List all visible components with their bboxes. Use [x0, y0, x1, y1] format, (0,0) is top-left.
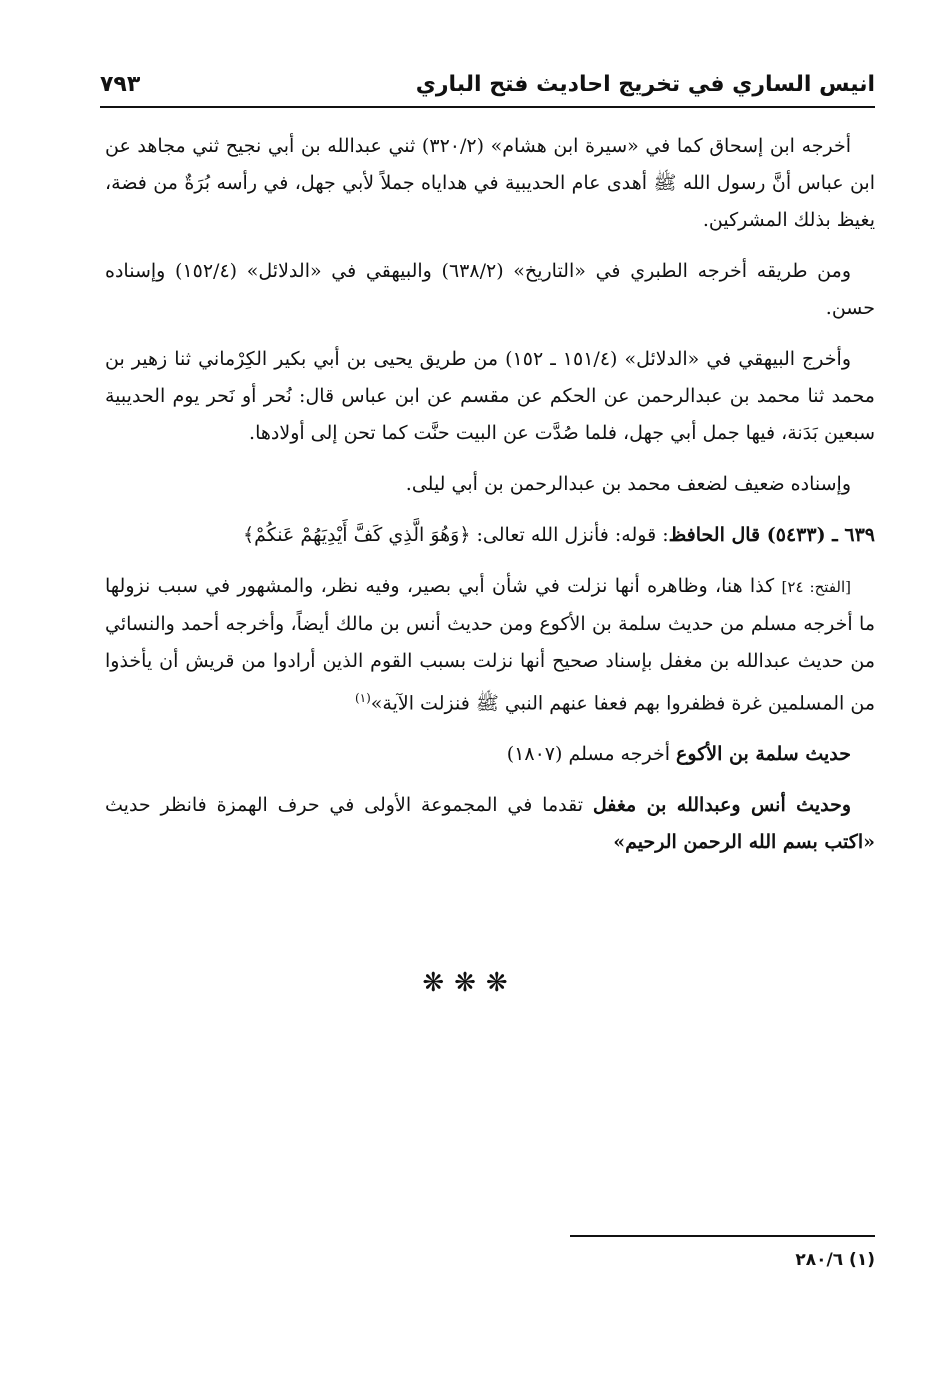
footnote-1: (١) ٢٨٠/٦	[795, 1250, 875, 1270]
fath-reference: [الفتح: ٢٤]	[781, 578, 851, 596]
salama-hadith-label: حديث سلمة بن الأكوع	[676, 743, 851, 766]
anas-hadith-text: تقدما في المجموعة الأولى في حرف الهمزة فانظر حديث	[105, 794, 593, 817]
footnote-divider	[570, 1235, 875, 1237]
paragraph-bayhaqi: وأخرج البيهقي في «الدلائل» (١٥١/٤ ـ ١٥٢) من طريق يحيى بن أبي بكير الكِرْماني ثنا زهير بن محمد ثنا محمد بن عبدالرحمن عن الحكم عن مقسم عن ابن عباس قال: نُحر أو نَحر يوم الحديبية سبعين بَدَنة، فيها جمل أبي جهل، فلما صُدَّت عن البيت حنَّت كما تحن إلى أولادها.	[105, 348, 875, 444]
footnote-marker: (١)	[354, 691, 371, 705]
paragraph-isnad-daif: وإسناده ضعيف لضعف محمد بن عبدالرحمن بن أبي ليلى.	[405, 473, 851, 495]
paragraph-ibn-ishaq: أخرجه ابن إسحاق كما في «سيرة ابن هشام» (٣٢٠/٢) ثني عبدالله بن أبي نجيح ثني مجاهد عن ابن عباس أنَّ رسول الله ﷺ أهدى عام الحديبية في هداياه جملاً لأبي جهل، في رأسه بُرَةٌ من فضة، يغيظ بذلك المشركين.	[105, 135, 875, 231]
hadith-number: ٦٣٩ ـ (٥٤٣٣) قال الحافظ	[668, 524, 875, 546]
hadith-quote: : قوله: فأنزل الله تعالى: ﴿وَهُوَ الَّذِي كَفَّ أَيْدِيَهُمْ عَنكُمْ﴾	[242, 524, 669, 546]
running-header	[100, 72, 875, 108]
basmala-hadith-title: «اكتب بسم الله الرحمن الرحيم»	[613, 831, 875, 854]
salama-hadith-text: أخرجه مسلم (١٨٠٧)	[506, 743, 677, 766]
book-title: انيس الساري في تخريج احاديث فتح الباري	[415, 72, 875, 97]
paragraph-hafiz-comment	[105, 568, 875, 722]
hadith-639-heading	[105, 517, 875, 554]
main-text	[105, 128, 875, 875]
paragraph-salama	[105, 736, 875, 773]
paragraph-anas	[105, 787, 875, 861]
hafiz-comment-text: كذا هنا، وظاهره أنها نزلت في شأن أبي بصير، وفيه نظر، والمشهور في سبب نزولها ما أخرجه مسلم من حديث سلمة بن الأكوع ومن حديث أنس بن مالك أيضاً، وأخرجه أحمد والنسائي من حديث عبدالله بن مغفل بإسناد صحيح أنها نزلت بسبب القوم الذين أرادوا من قريش أن يأخذوا من المسلمين غرة فظفروا بهم فعفا عنهم النبي ﷺ فنزلت الآية»	[105, 575, 875, 715]
anas-hadith-label: وحديث أنس وعبدالله بن مغفل	[592, 794, 852, 817]
page-number: ٧٩٣	[100, 72, 141, 97]
paragraph-tabari: ومن طريقه أخرجه الطبري في «التاريخ» (٦٣٨/٢) والبيهقي في «الدلائل» (١٥٢/٤) وإسناده حسن.	[105, 260, 875, 319]
section-separator: ❋❋❋	[422, 968, 518, 998]
